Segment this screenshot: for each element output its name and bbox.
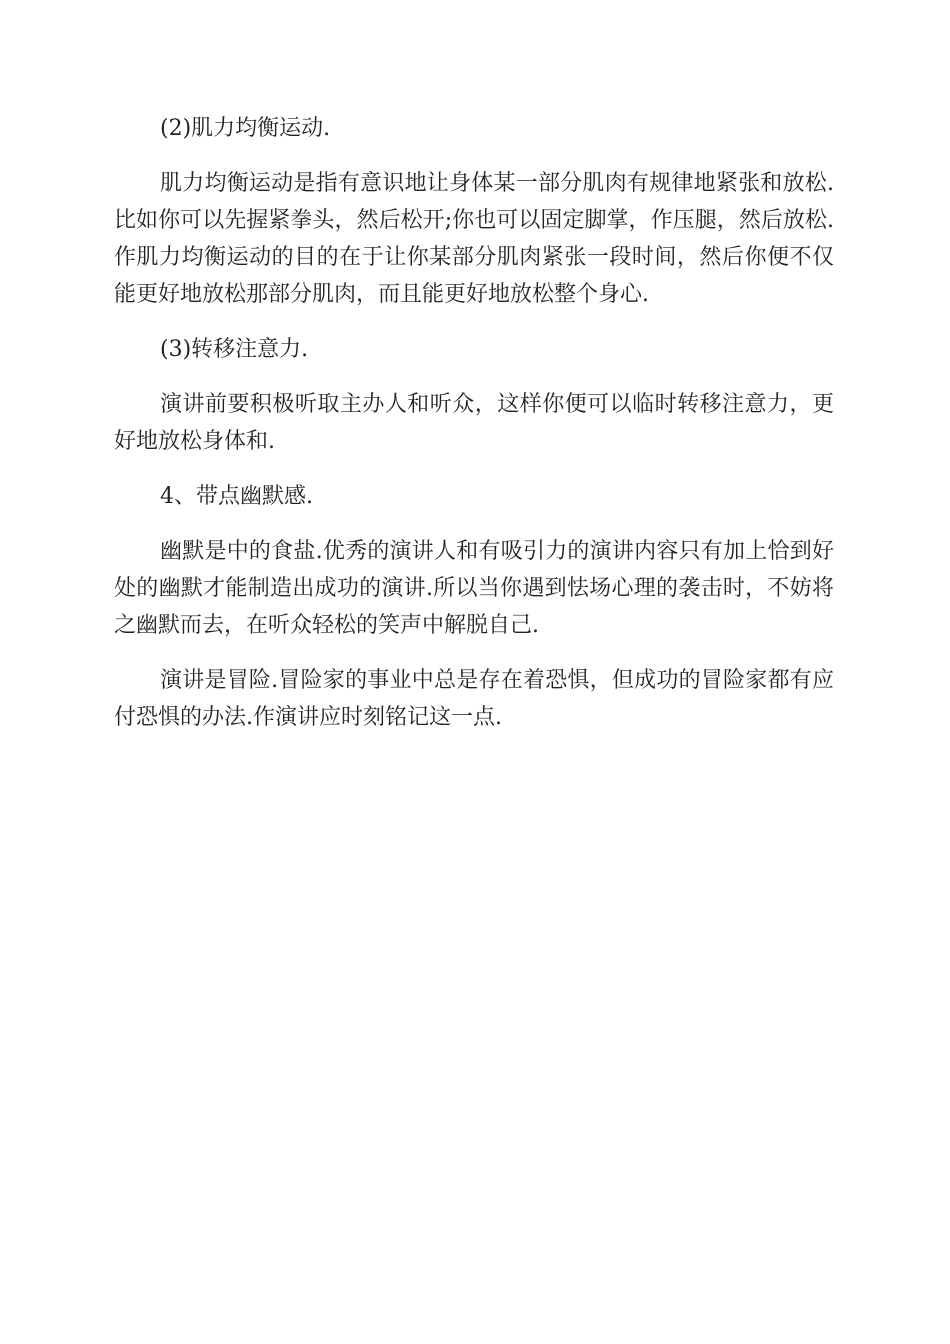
section-heading-shift-attention: (3)转移注意力. (160, 337, 309, 362)
section-heading-muscle-balance: (2)肌力均衡运动. (160, 116, 331, 141)
paragraph-humor: 幽默是中的食盐.优秀的演讲人和有吸引力的演讲内容只有加上恰到好处的幽默才能制造出成功的演讲.所以当你遇到怯场心理的袭击时，不妨将之幽默而去，在听众轻松的笑声中解脱自己. (114, 539, 834, 638)
paragraph-shift-attention: 演讲前要积极听取主办人和听众，这样你便可以临时转移注意力，更好地放松身体和. (114, 392, 834, 454)
document-body (114, 110, 834, 754)
section-heading-humor: 4、带点幽默感. (160, 484, 313, 509)
paragraph-adventure: 演讲是冒险.冒险家的事业中总是存在着恐惧，但成功的冒险家都有应付恐惧的办法.作演讲应时刻铭记这一点. (114, 668, 834, 730)
paragraph-muscle-balance: 肌力均衡运动是指有意识地让身体某一部分肌肉有规律地紧张和放松.比如你可以先握紧拳头，然后松开;你也可以固定脚掌，作压腿，然后放松.作肌力均衡运动的目的在于让你某部分肌肉紧张一段时间，然后你便不仅能更好地放松那部分肌肉，而且能更好地放松整个身心. (114, 171, 834, 307)
